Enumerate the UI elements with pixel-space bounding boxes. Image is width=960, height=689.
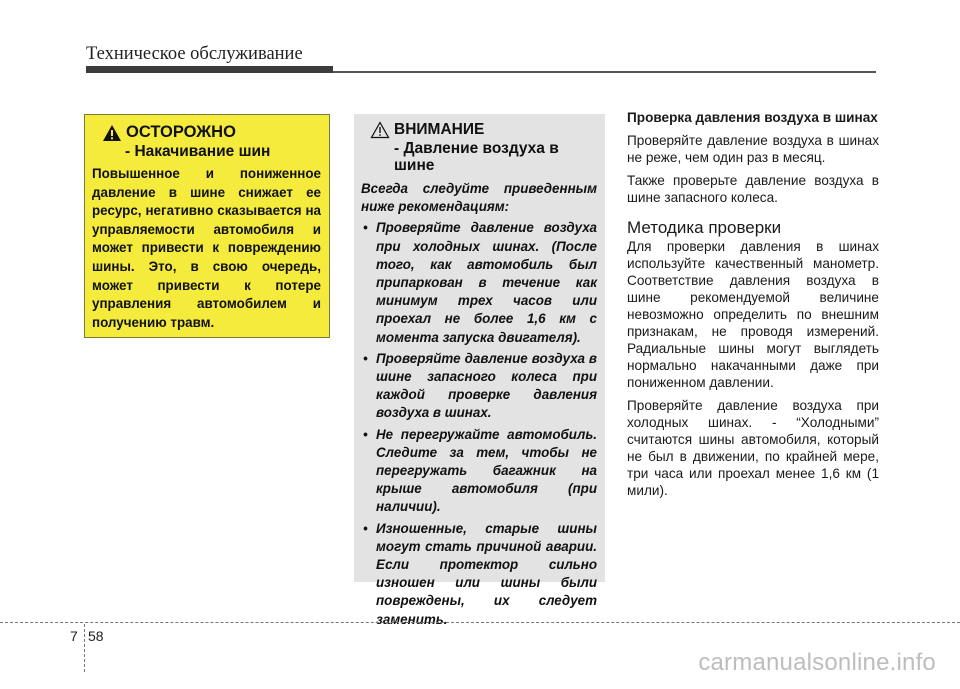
paragraph-2: Также проверьте давление воздуха в шине запасного колеса. (627, 173, 879, 205)
paragraph-3: Для проверки давления в шинах используйте качественный манометр. Соответствие давления воздуха в шине рекомендуемой величине невозможно определить по внешним признакам, не проводя измерений. Радиальные шины могут выглядеть нормально накачанными даже при пониженном давлении. (627, 239, 879, 390)
warning-item-text: Не перегружайте автомобиль. Следите за тем, чтобы не перегружать багажник на крыше автомобиля (при наличии). (376, 426, 597, 515)
warning-subtitle: - Давление воздуха в шине (394, 140, 559, 174)
paragraph-1: Проверяйте давление воздуха в шинах не реже, чем один раз в месяц. (627, 133, 879, 165)
warning-triangle-outline-icon (370, 121, 390, 139)
header-section-title: Техническое обслуживание (86, 44, 303, 64)
warning-triangle-filled-icon (102, 124, 122, 142)
watermark: carmanualsonline.info (698, 649, 936, 676)
right-column (627, 109, 879, 505)
warning-item: • Изношенные, старые шины могут стать причиной аварии. Если протектор сильно изношен или шины были повреждены, их следует заменить. (363, 520, 597, 627)
caution-header (92, 123, 321, 142)
warning-item: • Проверяйте давление воздуха в шине запасного колеса при каждой проверке давления воздуха в шинах. (363, 350, 597, 421)
warning-item-text: Проверяйте давление воздуха в шине запасного колеса при каждой проверке давления воздуха в шинах. (376, 350, 597, 421)
caution-subtitle: - Накачивание шин (125, 143, 271, 160)
footer-rule (0, 622, 960, 623)
warning-item: • Проверяйте давление воздуха при холодных шинах. (После того, как автомобиль был припаркован в течение как минимум трех часов или проехал не более 1,6 км с момента запуска двигателя). (363, 220, 597, 345)
warning-intro: Всегда следуйте приведенным ниже рекомендациям: (361, 181, 597, 215)
warning-item-text: Изношенные, старые шины могут стать причиной аварии. Если протектор сильно изношен или шины были повреждены, их следует заменить. (376, 520, 597, 627)
caution-text: Повышенное и пониженное давление в шине снижает ее ресурс, негативно сказывается на управляемости автомобиля и может привести к повреждению шины. Это, в свою очередь, может привести к потере управления автомобилем и получению травм. (92, 166, 321, 330)
header-rule (333, 71, 876, 73)
warning-title: ВНИМАНИЕ (394, 121, 485, 138)
warning-list (361, 219, 597, 628)
caution-title: ОСТОРОЖНО (126, 123, 236, 141)
warning-box (354, 114, 605, 627)
warning-item-text: Проверяйте давление воздуха при холодных шинах. (После того, как автомобиль был припаркован в течение как минимум трех часов или проехал не более 1,6 км с момента запуска двигателя). (376, 220, 597, 345)
page-number: 58 (88, 628, 104, 644)
caution-box (84, 114, 330, 338)
header-bar (86, 66, 333, 73)
footer-divider (84, 624, 85, 672)
chapter-number: 7 (70, 628, 78, 644)
warning-item: • Не перегружайте автомобиль. Следите за тем, чтобы не перегружать багажник на крыше автомобиля (при наличии). (363, 426, 597, 515)
section-heading: Проверка давления воздуха в шинах (627, 110, 878, 125)
subheading: Методика проверки (627, 218, 782, 237)
paragraph-4: Проверяйте давление воздуха при холодных шинах. - “Холодными” считаются шины автомобиля, который не был в движении, по крайней мере, три часа или проехал менее 1,6 км (1 мили). (627, 398, 879, 498)
warning-header (361, 121, 597, 139)
